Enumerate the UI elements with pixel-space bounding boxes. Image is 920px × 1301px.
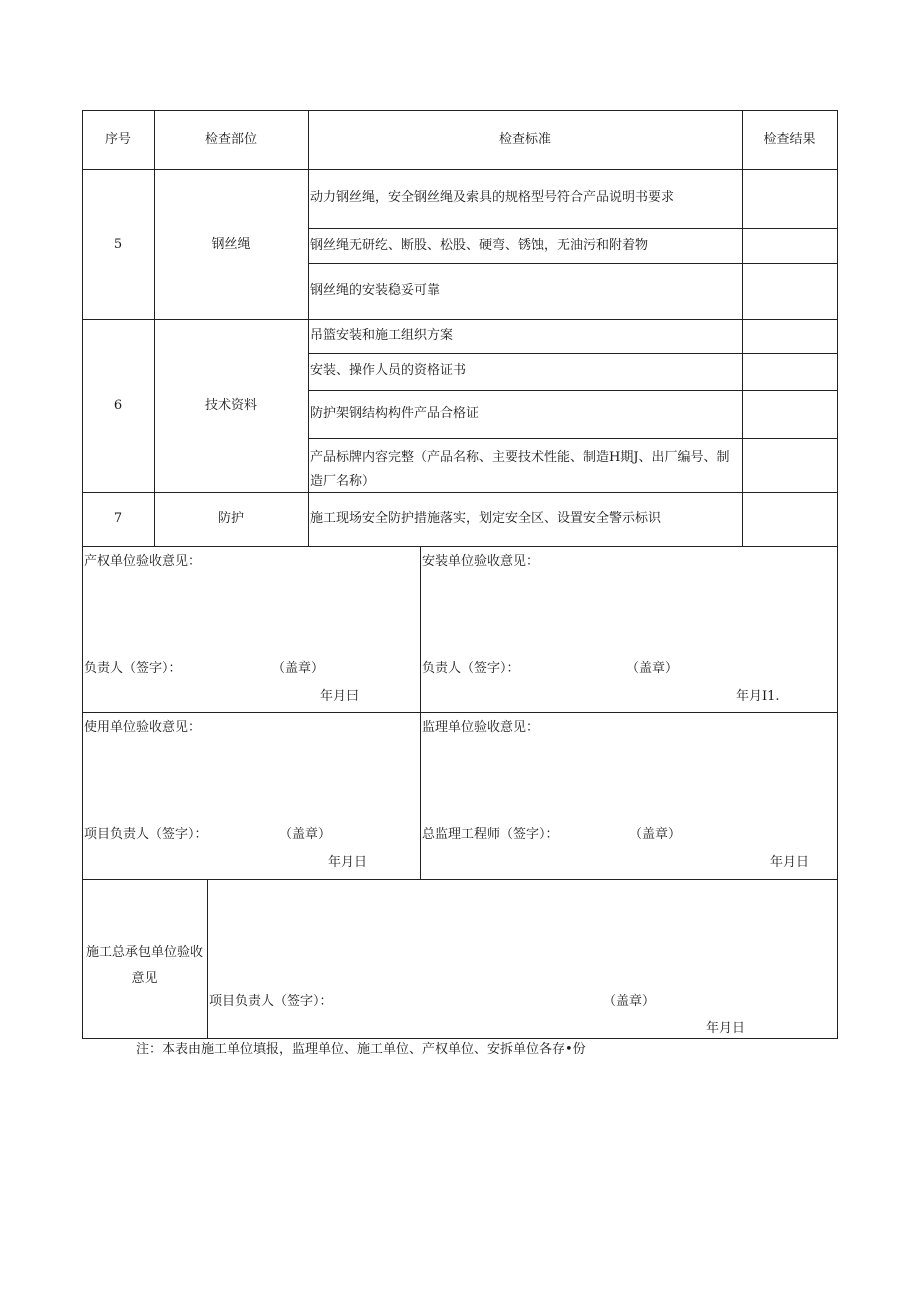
supervisor-seal-label: （盖章） <box>629 827 682 842</box>
header-part: 检查部位 <box>204 132 257 147</box>
contractor-seal-label: （盖章） <box>603 994 656 1009</box>
opinion-row2-bottom <box>82 879 838 880</box>
col-no-divider <box>154 110 155 546</box>
header-bottom-line <box>82 169 838 170</box>
header-result: 检查结果 <box>763 132 816 147</box>
owner-opinion-title: 产权单位验收意见： <box>84 554 202 569</box>
row5-line-2 <box>308 263 838 264</box>
user-opinion-title: 使用单位验收意见： <box>84 720 202 735</box>
row5-line-1 <box>308 228 838 229</box>
installer-sign-label: 负责人（签字）： <box>422 661 520 676</box>
header-standard: 检查标准 <box>498 132 551 147</box>
row5-standard-2: 钢丝绳无研纥、断股、松股、硬弯、锈蚀，无油污和附着物 <box>310 238 649 253</box>
supervisor-sign-label: 总监理工程师（签字）： <box>422 827 559 842</box>
row7-bottom-line <box>82 546 838 547</box>
user-sign-label: 项目负责人（签字）： <box>84 827 208 842</box>
row7-standard-1: 施工现场安全防护措施落实，划定安全区、设置安全警示标识 <box>310 511 662 526</box>
col-part-divider <box>308 110 309 546</box>
footnote: 注：本表由施工单位填报，监理单位、施工单位、产权单位、安拆单位各存•份 <box>136 1042 586 1057</box>
row5-bottom-line <box>82 319 838 320</box>
row6-standard-1: 吊篮安装和施工组织方案 <box>310 328 454 343</box>
contractor-sign-label: 项目负责人（签字）： <box>209 994 333 1009</box>
opinion-center-divider <box>420 546 421 879</box>
table-border-bottom <box>82 1038 838 1039</box>
owner-date-label: 年月曰 <box>320 689 360 704</box>
installer-seal-label: （盖章） <box>626 661 679 676</box>
row6-standard-3: 防护架钢结构构件产品合格证 <box>310 406 480 421</box>
contractor-label-divider <box>207 879 208 1038</box>
installer-opinion-title: 安装单位验收意见： <box>422 554 540 569</box>
user-seal-label: （盖章） <box>279 827 332 842</box>
row6-line-1 <box>308 353 838 354</box>
owner-sign-label: 负责人（签字）： <box>84 661 182 676</box>
row5-part: 钢丝绳 <box>211 237 251 252</box>
owner-seal-label: （盖章） <box>272 661 325 676</box>
row5-no: 5 <box>113 237 123 252</box>
row7-no: 7 <box>113 511 123 526</box>
installer-date-label: 年月I1. <box>736 689 780 704</box>
row6-no: 6 <box>113 398 123 413</box>
row6-standard-4: 产品标牌内容完整（产品名称、主要技术性能、制造H期J、出厂编号、制造厂名称） <box>310 450 730 489</box>
col-standard-divider <box>742 110 743 546</box>
user-date-label: 年月日 <box>328 855 368 870</box>
contractor-date-label: 年月日 <box>706 1021 746 1036</box>
supervisor-opinion-title: 监理单位验收意见： <box>422 720 540 735</box>
contractor-opinion-title: 施工总承包单位验收意见 <box>86 945 204 986</box>
row5-standard-1: 动力钢丝绳，安全钢丝绳及索具的规格型号符合产品说明书要求 <box>310 190 675 205</box>
row6-line-3 <box>308 438 838 439</box>
table-border-top <box>82 110 838 111</box>
row6-standard-2: 安装、操作人员的资格证书 <box>310 363 467 378</box>
supervisor-date-label: 年月日 <box>770 855 810 870</box>
table-border-right <box>837 110 838 1039</box>
row5-standard-3: 钢丝绳的安装稳妥可靠 <box>310 283 441 298</box>
row6-part: 技术资料 <box>204 398 257 413</box>
row7-part: 防护 <box>217 511 244 526</box>
opinion-row1-bottom <box>82 712 838 713</box>
header-no: 序号 <box>104 132 131 147</box>
row6-line-2 <box>308 390 838 391</box>
